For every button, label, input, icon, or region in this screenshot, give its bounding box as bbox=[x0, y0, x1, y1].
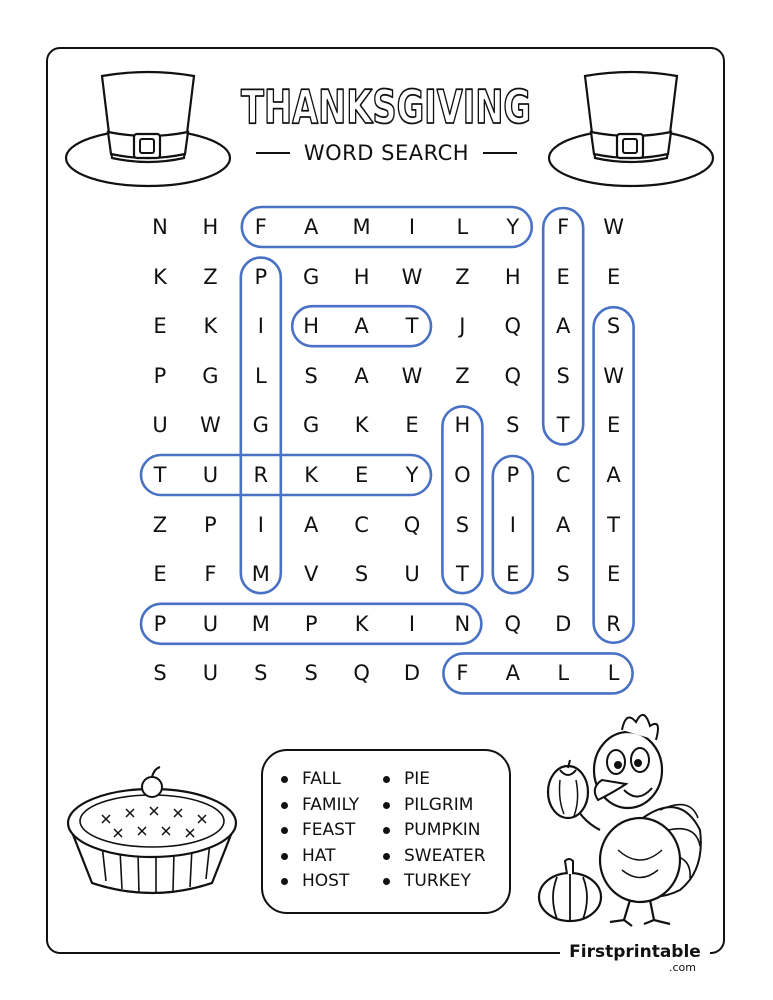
bullet-icon bbox=[383, 853, 390, 860]
grid-letter: P bbox=[254, 264, 268, 289]
word-list-label: FEAST bbox=[302, 820, 356, 840]
grid-letter: D bbox=[403, 661, 421, 686]
grid-letter: T bbox=[556, 413, 570, 438]
word-list-box bbox=[261, 749, 511, 914]
grid-letter: P bbox=[153, 363, 167, 388]
grid-letter: W bbox=[603, 215, 624, 239]
grid-letter: G bbox=[303, 264, 320, 289]
grid-letter: W bbox=[401, 264, 423, 289]
grid-letter: W bbox=[200, 413, 221, 438]
word-list-item bbox=[281, 793, 359, 819]
grid-letter: H bbox=[504, 264, 521, 289]
grid-letter: V bbox=[304, 562, 319, 587]
word-list-column-1 bbox=[281, 767, 359, 895]
grid-letter: A bbox=[354, 363, 369, 388]
word-list-label: SWEATER bbox=[404, 845, 486, 866]
word-list-label: PIE bbox=[404, 769, 431, 789]
bullet-icon bbox=[281, 878, 288, 885]
word-list-label: TURKEY bbox=[404, 871, 471, 891]
grid-letter: A bbox=[304, 512, 319, 537]
word-list-column-2 bbox=[383, 767, 486, 895]
brand-footer bbox=[560, 942, 710, 978]
grid-letter: Z bbox=[455, 264, 470, 289]
grid-letter: T bbox=[405, 314, 419, 339]
grid-letter: E bbox=[606, 264, 621, 289]
grid-letter: U bbox=[202, 661, 219, 686]
bullet-icon bbox=[281, 802, 288, 809]
grid-letter: M bbox=[352, 215, 371, 239]
grid-letter: H bbox=[353, 264, 370, 289]
grid-letter: P bbox=[204, 512, 217, 537]
grid-letter: H bbox=[303, 314, 320, 339]
grid-letter: Q bbox=[504, 314, 522, 339]
grid-letter: A bbox=[354, 314, 369, 339]
word-list-label: PILGRIM bbox=[404, 794, 474, 815]
grid-letter: C bbox=[354, 512, 369, 537]
grid-letter: M bbox=[251, 562, 270, 587]
word-list-label: PUMPKIN bbox=[404, 820, 481, 840]
grid-letter: S bbox=[354, 562, 369, 587]
grid-letter: L bbox=[557, 661, 570, 686]
grid-letter: I bbox=[257, 512, 264, 537]
grid-letter: L bbox=[254, 363, 267, 388]
grid-letter: S bbox=[254, 661, 268, 686]
grid-letter: S bbox=[606, 314, 621, 339]
brand-tld: .com bbox=[669, 961, 696, 974]
grid-letter: O bbox=[454, 463, 471, 487]
bullet-icon bbox=[281, 853, 288, 860]
word-list-item bbox=[281, 767, 359, 793]
grid-letter: U bbox=[202, 611, 219, 636]
bullet-icon bbox=[383, 878, 390, 885]
grid-letter: K bbox=[203, 314, 218, 339]
bullet-icon bbox=[281, 827, 288, 834]
word-list-item bbox=[383, 869, 486, 895]
grid-letter: S bbox=[556, 363, 570, 388]
grid-letter: E bbox=[405, 413, 419, 438]
grid-letter: I bbox=[408, 611, 416, 636]
grid-letter: S bbox=[304, 363, 318, 388]
grid-letter: Z bbox=[203, 264, 218, 289]
grid-letter: F bbox=[557, 215, 570, 239]
grid-letter: P bbox=[506, 463, 520, 487]
grid-letter: K bbox=[304, 463, 319, 487]
grid-letter: C bbox=[555, 463, 571, 487]
grid-letter: K bbox=[354, 611, 369, 636]
grid-letter: S bbox=[506, 413, 520, 438]
grid-letter: F bbox=[456, 661, 469, 686]
grid-letter: U bbox=[152, 413, 168, 438]
grid-letter: Q bbox=[403, 512, 421, 537]
grid-letter: G bbox=[202, 363, 219, 388]
grid-letter: Y bbox=[405, 463, 419, 487]
grid-letter: S bbox=[153, 661, 167, 686]
grid-letter: H bbox=[454, 413, 471, 438]
grid-letter: K bbox=[354, 413, 369, 438]
grid-letter: P bbox=[304, 611, 318, 636]
grid-letter: I bbox=[408, 215, 416, 239]
word-list-item bbox=[383, 767, 486, 793]
subtitle: WORD SEARCH bbox=[303, 141, 470, 165]
grid-letter: Q bbox=[504, 363, 522, 388]
pumpkin-icon bbox=[535, 855, 605, 925]
grid-letter: N bbox=[152, 215, 168, 239]
grid-letter: A bbox=[304, 215, 319, 239]
grid-letter: D bbox=[555, 611, 572, 636]
grid-letter: G bbox=[252, 413, 269, 438]
word-list-label: HAT bbox=[302, 845, 336, 866]
grid-letter: W bbox=[603, 363, 624, 388]
grid-letter: E bbox=[354, 463, 369, 487]
grid-letter: E bbox=[556, 264, 570, 289]
grid-letter: A bbox=[556, 314, 571, 339]
grid-letter: A bbox=[505, 661, 520, 686]
grid-letter: Q bbox=[353, 661, 370, 686]
grid-letter: T bbox=[455, 562, 469, 587]
title-text: THANKSGIVING bbox=[241, 80, 531, 134]
pie-icon bbox=[62, 765, 242, 905]
bullet-icon bbox=[383, 827, 390, 834]
word-list-item bbox=[383, 818, 486, 844]
grid-letter: S bbox=[304, 661, 318, 686]
grid-letter: A bbox=[606, 463, 621, 487]
grid-letter: J bbox=[459, 314, 466, 339]
grid-letter: M bbox=[251, 611, 270, 636]
grid-letter: G bbox=[303, 413, 320, 438]
grid-letter: E bbox=[153, 314, 167, 339]
grid-letter: L bbox=[607, 661, 620, 686]
word-list-label: FAMILY bbox=[302, 794, 360, 815]
grid-letter: E bbox=[153, 562, 167, 587]
grid-letter: I bbox=[257, 314, 264, 339]
grid-letter: S bbox=[455, 512, 470, 537]
brand-name: Firstprintable bbox=[569, 942, 701, 962]
word-list-item bbox=[383, 844, 486, 870]
grid-letter: Y bbox=[506, 215, 520, 239]
grid-letter: U bbox=[404, 562, 420, 587]
grid-letter: F bbox=[254, 215, 267, 239]
bullet-icon bbox=[383, 802, 390, 809]
grid-letter: W bbox=[401, 363, 423, 388]
grid-letter: E bbox=[606, 413, 621, 438]
grid-letter: K bbox=[153, 264, 167, 289]
grid-letter: L bbox=[456, 215, 469, 239]
word-list-item bbox=[281, 869, 359, 895]
word-list-label: FALL bbox=[302, 769, 341, 789]
grid-letter: I bbox=[509, 512, 516, 537]
bullet-icon bbox=[281, 776, 288, 783]
grid-letter: P bbox=[153, 611, 167, 636]
grid-letter: U bbox=[202, 463, 219, 487]
grid-letter: Q bbox=[504, 611, 522, 636]
grid-letter: F bbox=[204, 562, 217, 587]
grid-letter: R bbox=[606, 611, 621, 636]
grid-letter: A bbox=[556, 512, 571, 537]
grid-letter: S bbox=[556, 562, 570, 587]
grid-letter: N bbox=[454, 611, 471, 636]
word-list-item bbox=[281, 844, 359, 870]
grid-letter: T bbox=[607, 512, 620, 537]
word-list-label: HOST bbox=[302, 871, 350, 891]
grid-letter: T bbox=[153, 463, 167, 487]
grid-letter: Z bbox=[455, 363, 470, 388]
grid-letter: Z bbox=[152, 512, 168, 537]
bullet-icon bbox=[383, 776, 390, 783]
word-list-item bbox=[281, 818, 359, 844]
grid-letter: E bbox=[506, 562, 520, 587]
grid-letter: E bbox=[606, 562, 621, 587]
grid-letter: R bbox=[253, 463, 269, 487]
word-list-item bbox=[383, 793, 486, 819]
grid-letter: H bbox=[202, 215, 219, 239]
